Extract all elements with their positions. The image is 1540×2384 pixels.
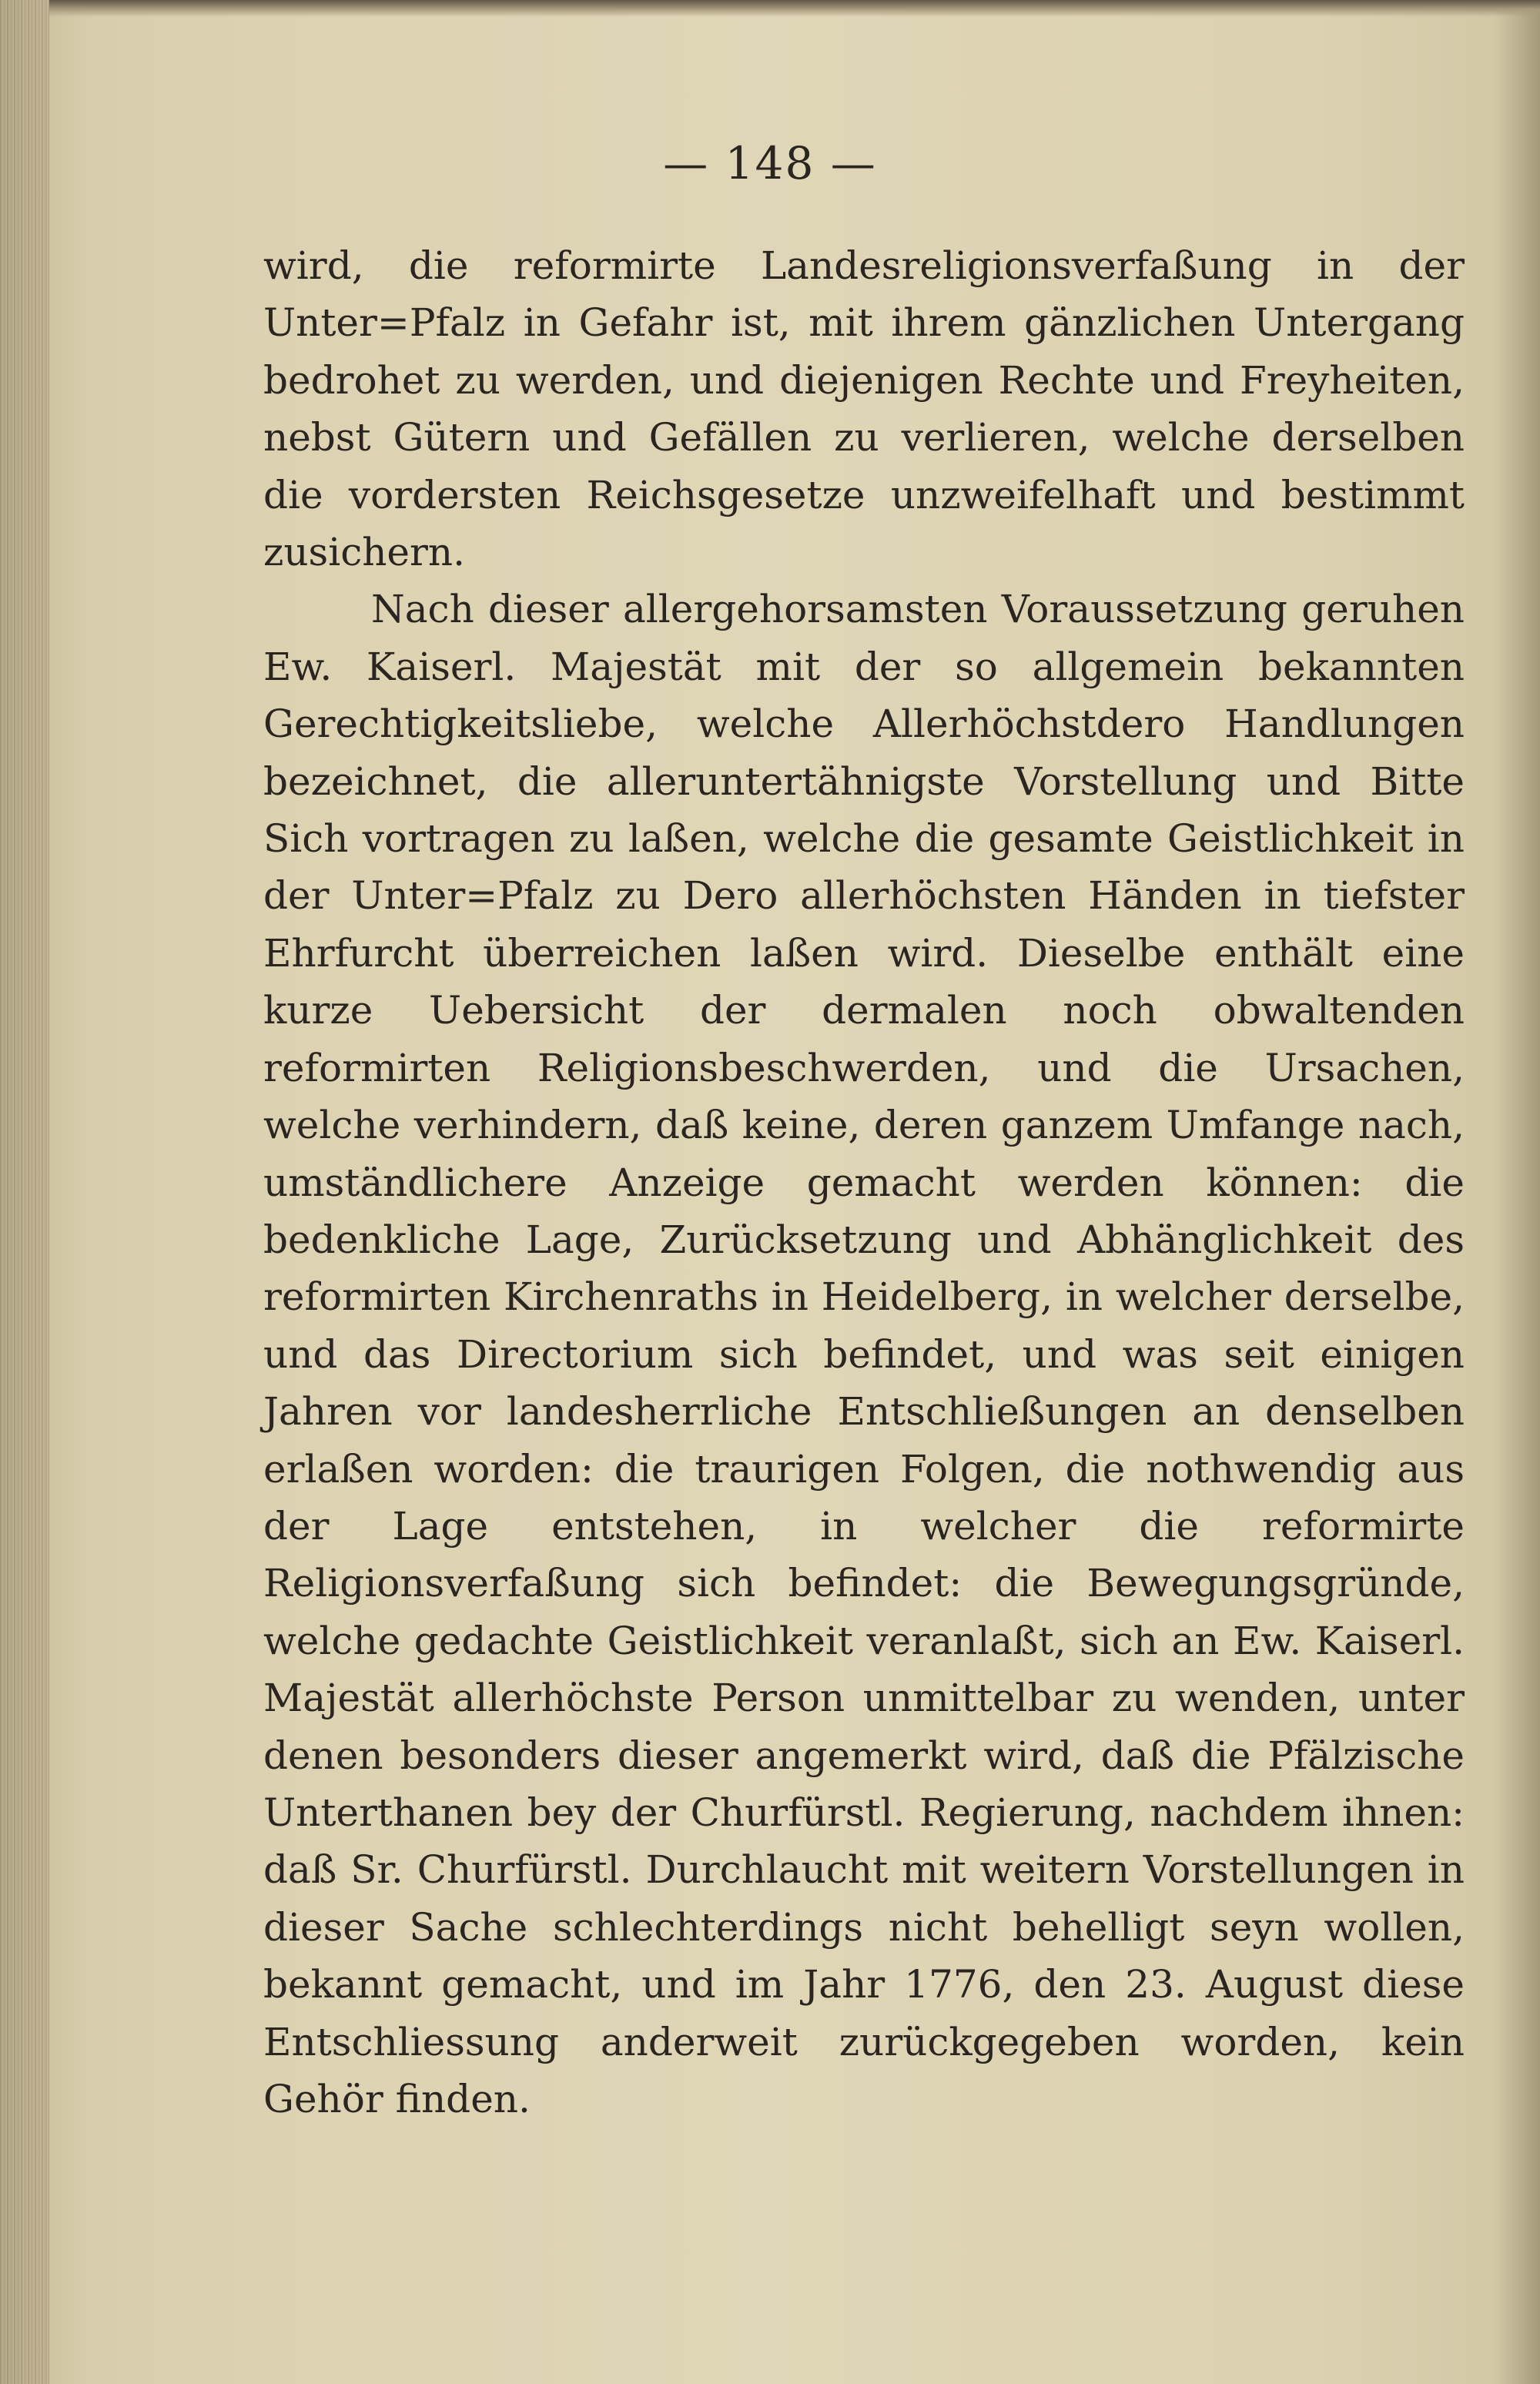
paragraph-main: Nach dieser allergehorsamsten Voraussetzung geruhen Ew. Kaiserl. Majestät mit der so allgemein bekannten Gerechtigkeitsliebe, welche Allerhöchstdero Handlungen bezeichnet, die alleruntertähnigste Vorstellung und Bitte Sich vortragen zu laßen, welche die gesamte Geistlichkeit in der Unter=Pfalz zu Dero allerhöchsten Händen in tiefster Ehrfurcht überreichen laßen wird. Dieselbe enthält eine kurze Uebersicht der dermalen noch obwaltenden reformirten Religionsbeschwerden, und die Ursachen, welche verhindern, daß keine, deren ganzem Umfange nach, umständlichere Anzeige gemacht werden können: die bedenkliche Lage, Zurücksetzung und Abhänglichkeit des reformirten Kirchenraths in Heidelberg, in welcher derselbe, und das Directorium sich befindet, und was seit einigen Jahren vor landesherrliche Entschließungen an denselben erlaßen worden: die traurigen Folgen, die nothwendig aus der Lage entstehen, in welcher die reformirte Religionsverfaßung sich befindet: die Bewegungsgründe, welche gedachte Geistlichkeit veranlaßt, sich an Ew. Kaiserl. Majestät allerhöchste Person unmittelbar zu wenden, unter denen besonders dieser angemerkt wird, daß die Pfälzische Unterthanen bey der Churfürstl. Regierung, nachdem ihnen: daß Sr. Churfürstl. Durchlaucht mit weitern Vorstellungen in dieser Sache schlechterdings nicht behelligt seyn wollen, bekannt gemacht, und im Jahr 1776, den 23. August diese Entschliessung anderweit zurückgegeben worden, kein Gehör finden. [263, 587, 1465, 2121]
paragraph-continuation: wird, die reformirte Landesreligionsverfaßung in der Unter=Pfalz in Gefahr ist, mit ihrem gänzlichen Untergang bedrohet zu werden, und diejenigen Rechte und Freyheiten, nebst Gütern und Gefällen zu verlieren, welche derselben die vordersten Reichsgesetze unzweifelhaft und bestimmt zusichern. [263, 243, 1465, 575]
body-text [263, 237, 1465, 2128]
page-number: — 148 — [663, 137, 877, 189]
top-page-edge [49, 0, 1540, 17]
page-stack-edge [0, 0, 49, 2384]
